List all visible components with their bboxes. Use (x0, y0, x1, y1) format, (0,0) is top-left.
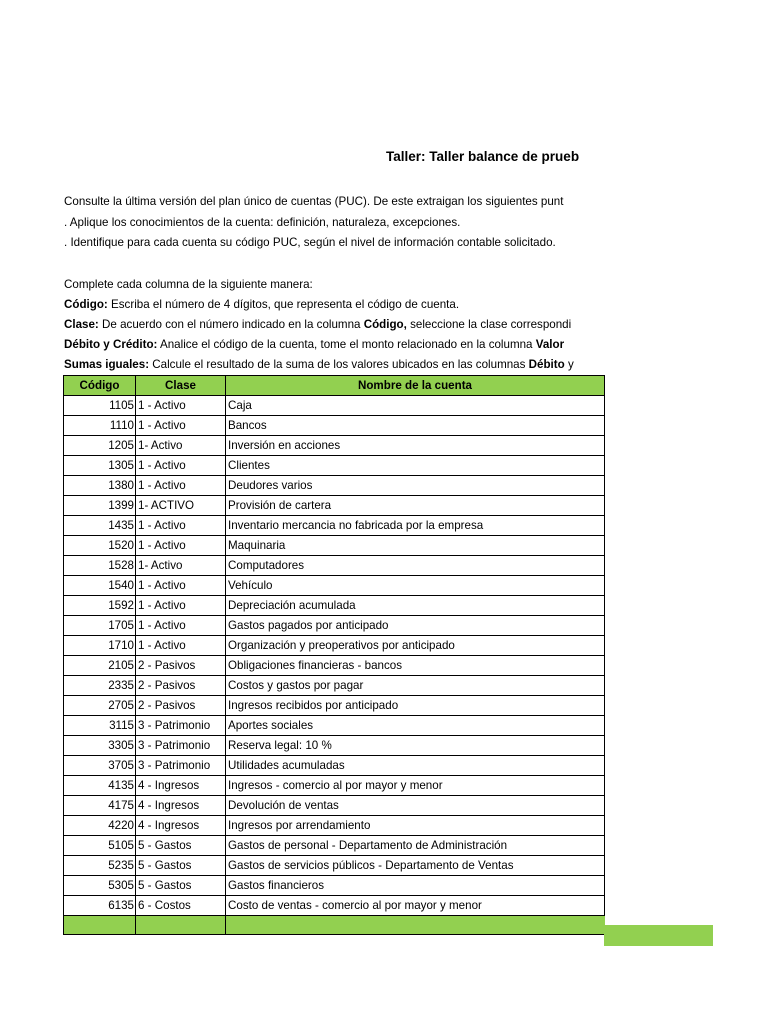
cell-codigo[interactable]: 2335 (64, 676, 136, 696)
table-row (64, 536, 605, 556)
cell-clase[interactable]: 4 - Ingresos (136, 796, 226, 816)
cell-clase[interactable]: 1- ACTIVO (136, 496, 226, 516)
table-row (64, 616, 605, 636)
clase-bold: Código, (363, 318, 407, 331)
cell-nombre-cuenta[interactable]: Depreciación acumulada (226, 596, 605, 616)
table-row (64, 836, 605, 856)
instruction-debito-credito (64, 337, 604, 353)
cell-nombre-cuenta[interactable]: Ingresos recibidos por anticipado (226, 696, 605, 716)
cell-clase[interactable]: 6 - Costos (136, 896, 226, 916)
cell-codigo[interactable]: 1205 (64, 436, 136, 456)
header-clase[interactable]: Clase (136, 376, 226, 396)
cell-clase[interactable]: 3 - Patrimonio (136, 756, 226, 776)
cell-nombre-cuenta[interactable]: Gastos pagados por anticipado (226, 616, 605, 636)
footer-green-extension (604, 925, 713, 946)
cell-codigo[interactable]: 3705 (64, 756, 136, 776)
sumas-tail: y (564, 358, 574, 371)
table-row (64, 436, 605, 456)
cell-clase[interactable]: 3 - Patrimonio (136, 716, 226, 736)
cell-codigo[interactable]: 2705 (64, 696, 136, 716)
table-footer-row (64, 916, 605, 935)
cell-codigo[interactable]: 6135 (64, 896, 136, 916)
instruction-line-1: Consulte la última versión del plan único de cuentas (PUC). De este extraigan los siguientes punt (64, 195, 564, 208)
table-row (64, 516, 605, 536)
cell-nombre-cuenta[interactable]: Inversión en acciones (226, 436, 605, 456)
cell-nombre-cuenta[interactable]: Maquinaria (226, 536, 605, 556)
cell-nombre-cuenta[interactable]: Ingresos - comercio al por mayor y menor (226, 776, 605, 796)
table-row (64, 636, 605, 656)
cell-clase[interactable]: 1 - Activo (136, 636, 226, 656)
cell-nombre-cuenta[interactable]: Caja (226, 396, 605, 416)
table-row (64, 736, 605, 756)
cell-codigo[interactable]: 1520 (64, 536, 136, 556)
debcred-bold: Valor (535, 338, 565, 351)
codigo-label: Código: (64, 298, 108, 311)
debcred-label: Débito y Crédito: (64, 338, 158, 351)
sumas-bold: Débito (528, 358, 565, 371)
table-row (64, 876, 605, 896)
cell-codigo[interactable]: 4175 (64, 796, 136, 816)
cell-nombre-cuenta[interactable]: Costos y gastos por pagar (226, 676, 605, 696)
table-row (64, 856, 605, 876)
cell-nombre-cuenta[interactable]: Organización y preoperativos por anticipado (226, 636, 605, 656)
cell-clase[interactable]: 1 - Activo (136, 616, 226, 636)
cell-clase[interactable]: 3 - Patrimonio (136, 736, 226, 756)
header-codigo[interactable]: Código (64, 376, 136, 396)
instruction-line-4: Complete cada columna de la siguiente manera: (64, 278, 313, 291)
cell-nombre-cuenta[interactable]: Aportes sociales (226, 716, 605, 736)
clase-text-b: seleccione la clase correspondi (406, 318, 572, 331)
cell-codigo[interactable]: 1540 (64, 576, 136, 596)
table-row (64, 596, 605, 616)
table-header-row (64, 376, 605, 396)
cell-clase[interactable]: 2 - Pasivos (136, 656, 226, 676)
cell-clase[interactable]: 1- Activo (136, 436, 226, 456)
cell-codigo[interactable]: 1399 (64, 496, 136, 516)
cell-nombre-cuenta[interactable]: Reserva legal: 10 % (226, 736, 605, 756)
accounts-table (63, 375, 605, 935)
instruction-line-2: . Aplique los conocimientos de la cuenta: definición, naturaleza, excepciones. (64, 216, 461, 229)
cell-clase[interactable]: 1 - Activo (136, 456, 226, 476)
cell-nombre-cuenta[interactable]: Provisión de cartera (226, 496, 605, 516)
cell-clase[interactable]: 2 - Pasivos (136, 676, 226, 696)
cell-codigo[interactable]: 5305 (64, 876, 136, 896)
table-row (64, 556, 605, 576)
cell-nombre-cuenta[interactable]: Clientes (226, 456, 605, 476)
cell-nombre-cuenta[interactable]: Bancos (226, 416, 605, 436)
debcred-text: Analice el código de la cuenta, tome el monto relacionado en la columna (157, 338, 536, 351)
table-row (64, 676, 605, 696)
cell-codigo[interactable]: 1528 (64, 556, 136, 576)
table-row (64, 496, 605, 516)
table-row (64, 396, 605, 416)
cell-nombre-cuenta[interactable]: Gastos de servicios públicos - Departamento de Ventas (226, 856, 605, 876)
table-row (64, 756, 605, 776)
cell-nombre-cuenta[interactable]: Costo de ventas - comercio al por mayor y menor (226, 896, 605, 916)
cell-codigo[interactable]: 1435 (64, 516, 136, 536)
cell-codigo[interactable]: 1592 (64, 596, 136, 616)
cell-nombre-cuenta[interactable]: Devolución de ventas (226, 796, 605, 816)
cell-nombre-cuenta[interactable]: Vehículo (226, 576, 605, 596)
cell-codigo[interactable]: 1710 (64, 636, 136, 656)
cell-nombre-cuenta[interactable]: Inventario mercancia no fabricada por la empresa (226, 516, 605, 536)
sheet-title: Taller: Taller balance de prueb (386, 149, 580, 164)
table-row (64, 576, 605, 596)
cell-nombre-cuenta[interactable]: Utilidades acumuladas (226, 756, 605, 776)
footer-cell[interactable] (226, 916, 605, 935)
table-row (64, 456, 605, 476)
cell-clase[interactable]: 4 - Ingresos (136, 816, 226, 836)
header-nombre-cuenta[interactable]: Nombre de la cuenta (226, 376, 605, 396)
table-row (64, 656, 605, 676)
instruction-line-3: . Identifique para cada cuenta su código PUC, según el nivel de información contable solicitado. (64, 236, 556, 249)
cell-clase[interactable]: 2 - Pasivos (136, 696, 226, 716)
cell-clase[interactable]: 1 - Activo (136, 596, 226, 616)
table-row (64, 896, 605, 916)
clase-label: Clase: (64, 318, 99, 331)
cell-clase[interactable]: 5 - Gastos (136, 876, 226, 896)
sumas-label: Sumas iguales: (64, 358, 150, 371)
cell-nombre-cuenta[interactable]: Deudores varios (226, 476, 605, 496)
cell-clase[interactable]: 5 - Gastos (136, 856, 226, 876)
cell-clase[interactable]: 1 - Activo (136, 476, 226, 496)
instruction-clase (64, 317, 604, 333)
cell-codigo[interactable]: 4220 (64, 816, 136, 836)
cell-clase[interactable]: 5 - Gastos (136, 836, 226, 856)
table-row (64, 776, 605, 796)
cell-nombre-cuenta[interactable]: Ingresos por arrendamiento (226, 816, 605, 836)
cell-codigo[interactable]: 4135 (64, 776, 136, 796)
cell-codigo[interactable]: 1705 (64, 616, 136, 636)
table-row (64, 476, 605, 496)
cell-nombre-cuenta[interactable]: Gastos de personal - Departamento de Administración (226, 836, 605, 856)
cell-nombre-cuenta[interactable]: Computadores (226, 556, 605, 576)
sumas-text: Calcule el resultado de la suma de los valores ubicados en las columnas (149, 358, 529, 371)
cell-codigo[interactable]: 2105 (64, 656, 136, 676)
cell-codigo[interactable]: 3115 (64, 716, 136, 736)
instruction-sumas-iguales (64, 357, 604, 373)
cell-clase[interactable]: 1 - Activo (136, 536, 226, 556)
footer-cell[interactable] (136, 916, 226, 935)
cell-clase[interactable]: 1 - Activo (136, 416, 226, 436)
table-row (64, 796, 605, 816)
table-row (64, 716, 605, 736)
clase-text-a: De acuerdo con el número indicado en la columna (98, 318, 364, 331)
cell-codigo[interactable]: 5235 (64, 856, 136, 876)
cell-clase[interactable]: 4 - Ingresos (136, 776, 226, 796)
cell-nombre-cuenta[interactable]: Gastos financieros (226, 876, 605, 896)
table-row (64, 816, 605, 836)
cell-codigo[interactable]: 1305 (64, 456, 136, 476)
footer-cell[interactable] (64, 916, 136, 935)
cell-clase[interactable]: 1- Activo (136, 556, 226, 576)
instruction-codigo (64, 297, 604, 313)
cell-codigo[interactable]: 3305 (64, 736, 136, 756)
cell-clase[interactable]: 1 - Activo (136, 576, 226, 596)
table-row (64, 696, 605, 716)
cell-codigo[interactable]: 1105 (64, 396, 136, 416)
cell-codigo[interactable]: 1110 (64, 416, 136, 436)
cell-codigo[interactable]: 1380 (64, 476, 136, 496)
table-row (64, 416, 605, 436)
codigo-text: Escriba el número de 4 dígitos, que representa el código de cuenta. (107, 298, 460, 311)
cell-clase[interactable]: 1 - Activo (136, 396, 226, 416)
cell-nombre-cuenta[interactable]: Obligaciones financieras - bancos (226, 656, 605, 676)
cell-codigo[interactable]: 5105 (64, 836, 136, 856)
cell-clase[interactable]: 1 - Activo (136, 516, 226, 536)
